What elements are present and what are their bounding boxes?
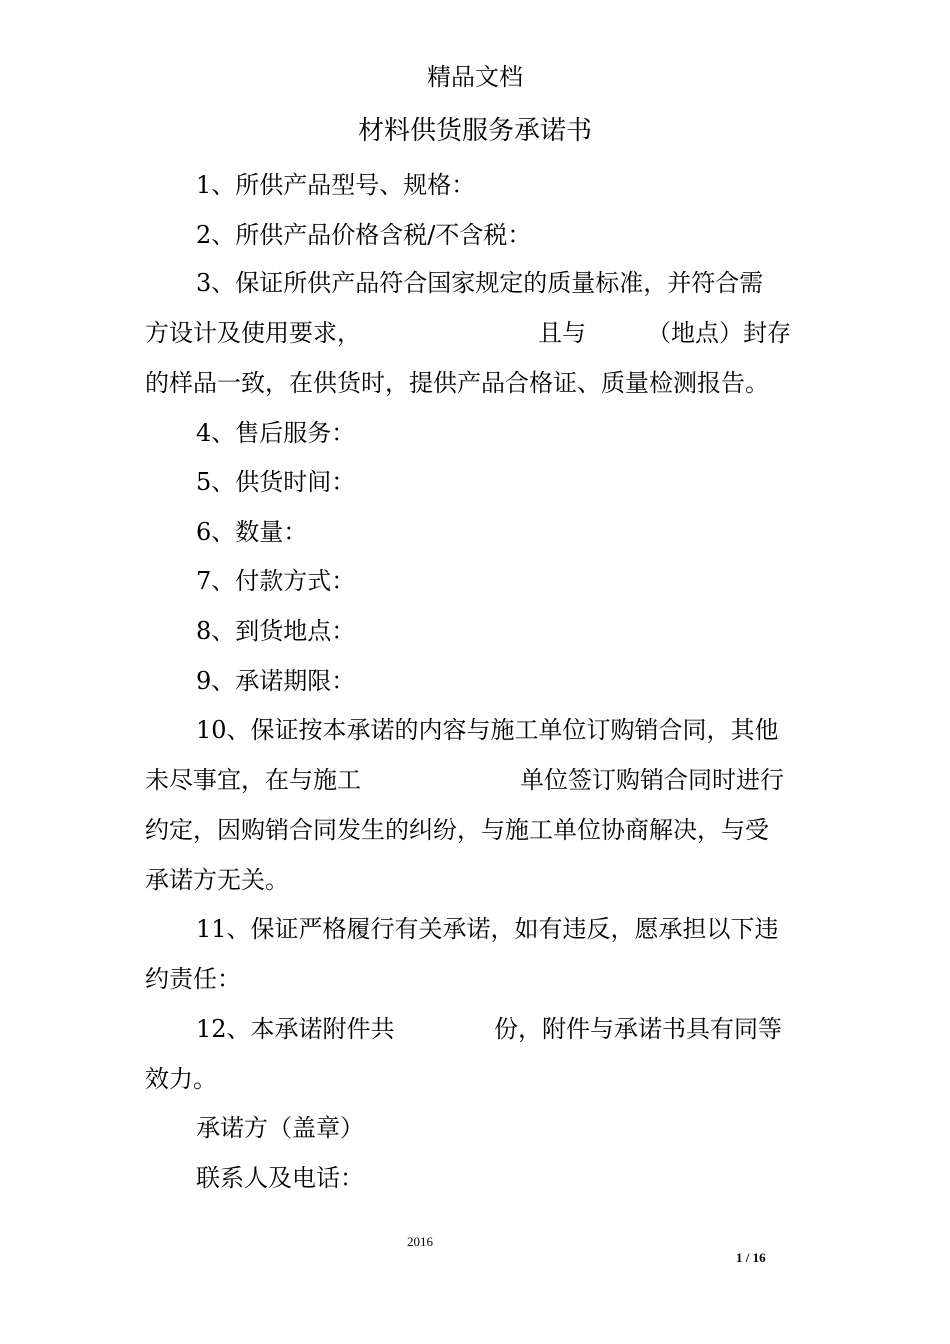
item-10-line-2-part-b: 单位签订购销合同时进行 (520, 766, 784, 794)
item-3-line-2-part-c: （地点）封存 (647, 319, 791, 347)
item-8: 8、到货地点： (196, 617, 356, 645)
item-10-line-2-part-a: 未尽事宜，在与施工 (145, 766, 361, 794)
item-12-line-2: 效力。 (145, 1065, 217, 1093)
footer-year: 2016 (407, 1234, 433, 1249)
item-11-line-2: 约责任： (145, 965, 241, 993)
item-12-line-1-part-a: 12、本承诺附件共 (196, 1015, 395, 1043)
signature-line: 承诺方（盖章） (196, 1114, 364, 1142)
contact-line: 联系人及电话： (196, 1164, 364, 1192)
item-12-line-1-part-b: 份，附件与承诺书具有同等 (494, 1015, 782, 1043)
item-2: 2、所供产品价格含税/不含税： (196, 221, 532, 249)
item-6: 6、数量： (196, 518, 308, 546)
item-11-line-1: 11、保证严格履行有关承诺，如有违反，愿承担以下违 (196, 915, 779, 943)
item-10-line-4: 承诺方无关。 (145, 866, 289, 894)
item-1: 1、所供产品型号、规格： (196, 171, 476, 199)
item-3-line-2-part-b: 且与 (538, 319, 586, 347)
item-4: 4、售后服务： (196, 419, 356, 447)
page-number: 1 / 16 (736, 1250, 766, 1265)
item-3-line-1: 3、保证所供产品符合国家规定的质量标准，并符合需 (196, 269, 764, 297)
document-title: 材料供货服务承诺书 (357, 116, 592, 146)
item-5: 5、供货时间： (196, 468, 356, 496)
item-9: 9、承诺期限： (196, 667, 356, 695)
item-3-line-3: 的样品一致，在供货时，提供产品合格证、质量检测报告。 (145, 369, 769, 397)
item-3-line-2-part-a: 方设计及使用要求， (145, 319, 361, 347)
item-10-line-1: 10、保证按本承诺的内容与施工单位订购销合同，其他 (196, 716, 779, 744)
item-10-line-3: 约定，因购销合同发生的纠纷，与施工单位协商解决，与受 (145, 816, 769, 844)
document-header: 精品文档 (427, 63, 523, 91)
item-7: 7、付款方式： (196, 567, 356, 595)
